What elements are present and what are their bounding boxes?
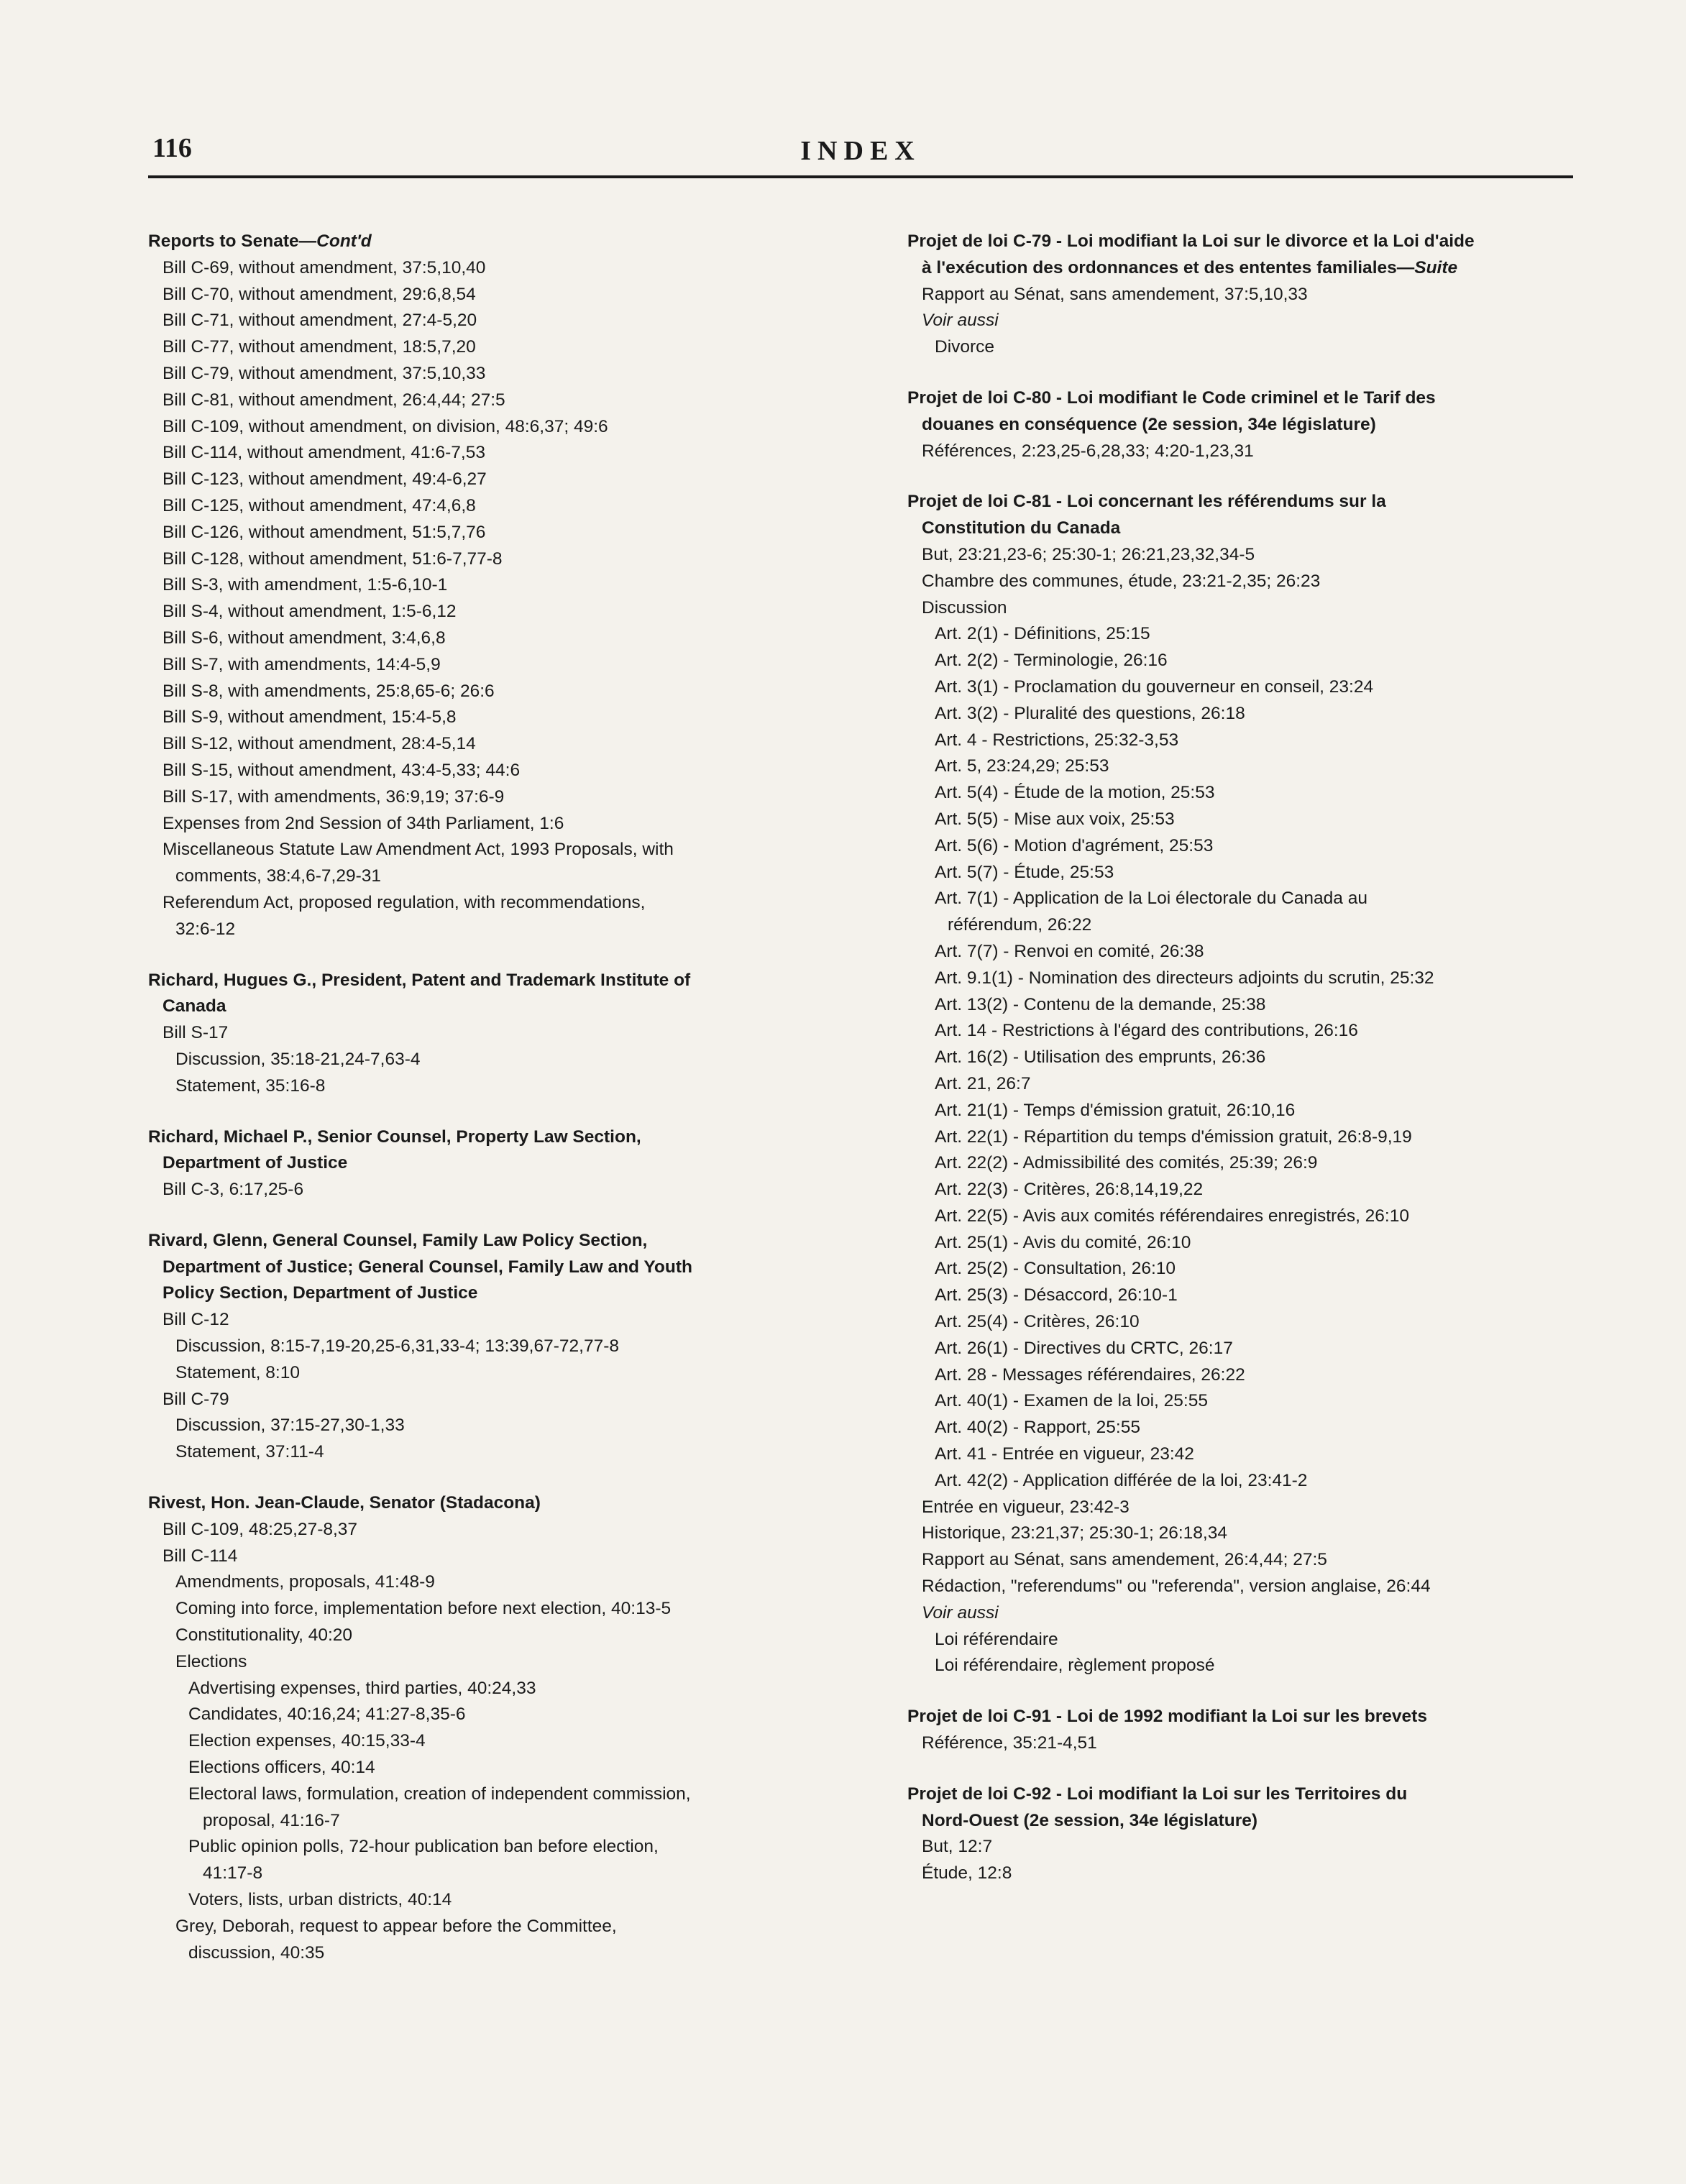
index-entry xyxy=(148,1254,838,1281)
entry-text: Art. 22(3) - Critères, 26:8,14,19,22 xyxy=(935,1180,1204,1200)
index-entry xyxy=(148,1517,838,1543)
index-entry xyxy=(148,493,838,520)
index-entry xyxy=(907,701,1554,728)
index-entry xyxy=(907,1547,1554,1574)
entry-text: Election expenses, 40:15,33-4 xyxy=(188,1731,426,1751)
entry-text: Bill C-126, without amendment, 51:5,7,76 xyxy=(162,522,486,542)
entry-text: Public opinion polls, 72-hour publication ban before election, xyxy=(188,1837,659,1857)
entry-text: Art. 5(5) - Mise aux voix, 25:53 xyxy=(935,809,1175,829)
entry-text: But, 12:7 xyxy=(922,1837,993,1857)
index-entry xyxy=(907,1520,1554,1547)
index-heading xyxy=(148,229,838,255)
entry-text: Miscellaneous Statute Law Amendment Act, 1993 Proposals, with xyxy=(162,840,674,860)
index-entry xyxy=(148,255,838,282)
entry-text: Bill S-8, with amendments, 25:8,65-6; 26:6 xyxy=(162,681,495,701)
entry-text: Discussion, 37:15-27,30-1,33 xyxy=(175,1416,405,1436)
index-entry xyxy=(148,1649,838,1676)
entry-text: Art. 28 - Messages référendaires, 26:22 xyxy=(935,1364,1245,1385)
index-entry xyxy=(907,412,1554,439)
entry-text: Voir aussi xyxy=(922,311,999,331)
index-entry xyxy=(907,780,1554,807)
index-entry xyxy=(907,1808,1554,1835)
entry-text: Department of Justice xyxy=(162,1153,348,1173)
entry-text: Rivard, Glenn, General Counsel, Family Law Policy Section, xyxy=(148,1230,648,1250)
index-heading xyxy=(907,1704,1554,1730)
index-heading xyxy=(907,489,1554,515)
index-entry xyxy=(148,705,838,731)
entry-text: Art. 2(2) - Terminologie, 26:16 xyxy=(935,651,1168,671)
index-entry xyxy=(148,520,838,546)
index-entry xyxy=(907,1441,1554,1468)
index-entry xyxy=(148,1781,838,1808)
entry-text: Art. 5(6) - Motion d'agrément, 25:53 xyxy=(935,835,1214,855)
index-entry xyxy=(907,1362,1554,1389)
index-heading xyxy=(907,385,1554,412)
entry-text: Projet de loi C-91 - Loi de 1992 modifiant la Loi sur les brevets xyxy=(907,1707,1427,1727)
entry-text: Electoral laws, formulation, creation of independent commission, xyxy=(188,1784,691,1804)
index-entry xyxy=(148,758,838,784)
entry-text: proposal, 41:16-7 xyxy=(203,1810,340,1830)
entry-text: Voters, lists, urban districts, 40:14 xyxy=(188,1890,452,1910)
entry-text: Bill C-77, without amendment, 18:5,7,20 xyxy=(162,337,476,357)
index-entry xyxy=(148,1177,838,1203)
index-entry xyxy=(907,255,1554,282)
index-entry xyxy=(148,1387,838,1413)
entry-text: Art. 25(1) - Avis du comité, 26:10 xyxy=(935,1232,1191,1252)
entry-text: Richard, Michael P., Senior Counsel, Property Law Section, xyxy=(148,1127,641,1147)
entry-text: Grey, Deborah, request to appear before the Committee, xyxy=(175,1916,617,1936)
index-heading xyxy=(148,1490,838,1517)
entry-text: Bill S-3, with amendment, 1:5-6,10-1 xyxy=(162,575,448,595)
index-entry xyxy=(148,361,838,387)
index-entry xyxy=(907,1860,1554,1887)
index-entry xyxy=(148,1834,838,1860)
entry-text: Bill C-125, without amendment, 47:4,6,8 xyxy=(162,495,476,515)
index-heading xyxy=(148,968,838,994)
index-heading xyxy=(907,1781,1554,1808)
index-entry xyxy=(148,1047,838,1073)
index-entry xyxy=(148,652,838,679)
index-entry xyxy=(148,546,838,573)
entry-text: Bill C-70, without amendment, 29:6,8,54 xyxy=(162,284,476,304)
entry-text: Rédaction, "referendums" ou "referenda", version anglaise, 26:44 xyxy=(922,1577,1431,1597)
index-entry xyxy=(148,1543,838,1570)
index-entry xyxy=(907,833,1554,860)
entry-text: Art. 16(2) - Utilisation des emprunts, 26:36 xyxy=(935,1047,1266,1068)
index-heading xyxy=(907,229,1554,255)
index-heading xyxy=(148,1228,838,1254)
index-entry xyxy=(907,1495,1554,1521)
index-column-right xyxy=(907,229,1554,1887)
index-entry xyxy=(907,439,1554,465)
continued-label: Cont'd xyxy=(316,231,372,251)
entry-spacer xyxy=(148,1203,838,1228)
entry-text: Art. 40(2) - Rapport, 25:55 xyxy=(935,1418,1140,1438)
entry-text: Bill C-71, without amendment, 27:4-5,20 xyxy=(162,311,477,331)
index-entry xyxy=(148,784,838,811)
entry-text: Discussion xyxy=(922,597,1007,618)
index-entry xyxy=(907,1071,1554,1098)
entry-text: à l'exécution des ordonnances et des ententes familiales— xyxy=(922,257,1415,277)
entry-text: Bill C-79, without amendment, 37:5,10,33 xyxy=(162,363,486,383)
index-entry xyxy=(907,1468,1554,1495)
entry-text: Discussion, 8:15-7,19-20,25-6,31,33-4; 13:39,67-72,77-8 xyxy=(175,1336,619,1357)
index-entry xyxy=(148,1334,838,1360)
index-entry xyxy=(907,912,1554,939)
continued-label: Suite xyxy=(1414,257,1458,277)
index-entry xyxy=(148,308,838,334)
entry-text: Referendum Act, proposed regulation, with recommendations, xyxy=(162,892,646,912)
index-entry xyxy=(907,1730,1554,1757)
index-column-left xyxy=(148,229,838,1966)
index-entry xyxy=(148,334,838,361)
entry-text: Art. 40(1) - Examen de la loi, 25:55 xyxy=(935,1391,1208,1411)
entry-text: Art. 3(1) - Proclamation du gouverneur en conseil, 23:24 xyxy=(935,676,1374,697)
index-entry xyxy=(907,728,1554,754)
entry-text: Art. 22(2) - Admissibilité des comités, 25:39; 26:9 xyxy=(935,1153,1318,1173)
entry-text: Art. 5(4) - Étude de la motion, 25:53 xyxy=(935,783,1215,803)
entry-text: Bill S-12, without amendment, 28:4-5,14 xyxy=(162,734,476,754)
index-entry xyxy=(148,1940,838,1967)
entry-text: Loi référendaire xyxy=(935,1629,1058,1649)
entry-text: Rapport au Sénat, sans amendement, 37:5,10,33 xyxy=(922,284,1308,304)
entry-text: Chambre des communes, étude, 23:21-2,35; 26:23 xyxy=(922,571,1321,591)
index-entry xyxy=(907,1098,1554,1124)
entry-text: Projet de loi C-80 - Loi modifiant le Code criminel et le Tarif des xyxy=(907,387,1436,408)
index-entry xyxy=(907,1177,1554,1203)
entry-text: Bill S-6, without amendment, 3:4,6,8 xyxy=(162,628,446,648)
entry-text: Bill C-69, without amendment, 37:5,10,40 xyxy=(162,257,486,277)
entry-text: Candidates, 40:16,24; 41:27-8,35-6 xyxy=(188,1704,466,1725)
entry-text: Voir aussi xyxy=(922,1602,999,1623)
index-entry xyxy=(907,753,1554,780)
index-entry xyxy=(907,674,1554,701)
index-entry xyxy=(907,334,1554,361)
entry-text: Art. 14 - Restrictions à l'égard des contributions, 26:16 xyxy=(935,1021,1358,1041)
index-entry xyxy=(148,1914,838,1940)
index-entry xyxy=(907,1574,1554,1600)
entry-text: Art. 21(1) - Temps d'émission gratuit, 26:10,16 xyxy=(935,1100,1296,1120)
index-entry xyxy=(148,1676,838,1702)
index-entry xyxy=(907,965,1554,992)
entry-text: Bill C-79 xyxy=(162,1389,229,1409)
entry-text: Department of Justice; General Counsel, Family Law and Youth xyxy=(162,1257,692,1277)
entry-text: Policy Section, Department of Justice xyxy=(162,1283,478,1303)
index-entry xyxy=(907,1283,1554,1309)
entry-text: Discussion, 35:18-21,24-7,63-4 xyxy=(175,1049,421,1069)
index-entry xyxy=(148,1860,838,1887)
index-entry xyxy=(148,1413,838,1439)
index-entry xyxy=(148,837,838,863)
entry-text: But, 23:21,23-6; 25:30-1; 26:21,23,32,34-5 xyxy=(922,544,1255,564)
index-entry xyxy=(907,992,1554,1019)
entry-text: Art. 5(7) - Étude, 25:53 xyxy=(935,862,1114,882)
entry-text: Art. 2(1) - Définitions, 25:15 xyxy=(935,624,1150,644)
index-entry xyxy=(907,648,1554,674)
index-entry xyxy=(907,542,1554,569)
entry-text: Bill S-9, without amendment, 15:4-5,8 xyxy=(162,707,457,728)
entry-text: Bill S-17, with amendments, 36:9,19; 37:6-9 xyxy=(162,786,505,807)
entry-text: Elections officers, 40:14 xyxy=(188,1758,375,1778)
entry-text: Bill C-109, without amendment, on division, 48:6,37; 49:6 xyxy=(162,416,608,436)
index-entry xyxy=(148,1728,838,1755)
entry-text: Art. 22(5) - Avis aux comités référendaires enregistrés, 26:10 xyxy=(935,1206,1409,1226)
index-entry xyxy=(148,1569,838,1596)
index-entry xyxy=(148,731,838,758)
index-entry xyxy=(907,1124,1554,1151)
index-entry xyxy=(148,572,838,599)
entry-text: Constitution du Canada xyxy=(922,518,1121,538)
index-entry xyxy=(148,467,838,493)
entry-text: Art. 41 - Entrée en vigueur, 23:42 xyxy=(935,1444,1194,1464)
index-entry xyxy=(907,860,1554,886)
entry-text: Amendments, proposals, 41:48-9 xyxy=(175,1572,435,1592)
index-entry xyxy=(148,1887,838,1914)
entry-text: Bill S-15, without amendment, 43:4-5,33; 44:6 xyxy=(162,760,521,780)
entry-text: Bill C-123, without amendment, 49:4-6,27 xyxy=(162,469,487,490)
index-entry xyxy=(907,1230,1554,1257)
index-entry xyxy=(907,308,1554,334)
entry-text: Elections xyxy=(175,1651,247,1671)
entry-text: douanes en conséquence (2e session, 34e législature) xyxy=(922,414,1376,434)
entry-spacer xyxy=(907,464,1554,489)
entry-text: Bill S-4, without amendment, 1:5-6,12 xyxy=(162,602,457,622)
entry-text: Bill C-12 xyxy=(162,1310,229,1330)
index-entry xyxy=(148,890,838,917)
entry-text: Reports to Senate— xyxy=(148,231,317,251)
entry-text: référendum, 26:22 xyxy=(948,915,1092,935)
entry-text: Statement, 37:11-4 xyxy=(175,1442,324,1462)
entry-spacer xyxy=(907,361,1554,385)
entry-text: Art. 25(4) - Critères, 26:10 xyxy=(935,1312,1140,1332)
index-entry xyxy=(907,595,1554,622)
index-entry xyxy=(148,811,838,838)
entry-text: discussion, 40:35 xyxy=(188,1942,325,1963)
index-entry xyxy=(148,1020,838,1047)
entry-spacer xyxy=(148,1100,838,1124)
entry-text: Référence, 35:21-4,51 xyxy=(922,1733,1097,1753)
entry-text: Bill C-109, 48:25,27-8,37 xyxy=(162,1519,358,1539)
entry-text: comments, 38:4,6-7,29-31 xyxy=(175,866,381,886)
entry-text: Art. 13(2) - Contenu de la demande, 25:38 xyxy=(935,994,1266,1014)
index-entry xyxy=(148,625,838,652)
index-entry xyxy=(148,1073,838,1100)
entry-text: Canada xyxy=(162,996,226,1017)
index-entry xyxy=(148,599,838,625)
index-entry xyxy=(907,1018,1554,1045)
entry-text: Coming into force, implementation before next election, 40:13-5 xyxy=(175,1599,672,1619)
entry-spacer xyxy=(907,1757,1554,1781)
entry-text: Art. 7(1) - Application de la Loi électorale du Canada au xyxy=(935,889,1367,909)
index-entry xyxy=(907,1045,1554,1071)
entry-text: Nord-Ouest (2e session, 34e législature) xyxy=(922,1810,1258,1830)
entry-text: Projet de loi C-79 - Loi modifiant la Loi sur le divorce et la Loi d'aide xyxy=(907,231,1475,251)
entry-text: Entrée en vigueur, 23:42-3 xyxy=(922,1497,1130,1517)
entry-text: Bill C-81, without amendment, 26:4,44; 27:5 xyxy=(162,390,505,410)
entry-text: Art. 22(1) - Répartition du temps d'émission gratuit, 26:8-9,19 xyxy=(935,1127,1412,1147)
entry-text: Références, 2:23,25-6,28,33; 4:20-1,23,31 xyxy=(922,441,1254,461)
entry-text: Bill C-114 xyxy=(162,1546,238,1566)
entry-text: Projet de loi C-81 - Loi concernant les référendums sur la xyxy=(907,492,1386,512)
index-entry xyxy=(148,1808,838,1835)
index-entry xyxy=(148,994,838,1020)
entry-text: Historique, 23:21,37; 25:30-1; 26:18,34 xyxy=(922,1523,1227,1543)
entry-text: Art. 42(2) - Application différée de la loi, 23:41-2 xyxy=(935,1470,1308,1490)
index-entry xyxy=(907,1336,1554,1362)
entry-spacer xyxy=(148,943,838,968)
index-entry xyxy=(907,1627,1554,1653)
entry-text: Art. 9.1(1) - Nomination des directeurs adjoints du scrutin, 25:32 xyxy=(935,968,1434,988)
page-title: INDEX xyxy=(800,136,921,166)
entry-text: Rapport au Sénat, sans amendement, 26:4,44; 27:5 xyxy=(922,1550,1327,1570)
entry-text: Constitutionality, 40:20 xyxy=(175,1625,353,1646)
entry-text: Art. 5, 23:24,29; 25:53 xyxy=(935,756,1109,776)
index-entry xyxy=(907,807,1554,833)
index-heading xyxy=(148,1124,838,1151)
index-entry xyxy=(907,1415,1554,1441)
entry-text: Art. 3(2) - Pluralité des questions, 26:18 xyxy=(935,703,1245,723)
entry-text: Projet de loi C-92 - Loi modifiant la Loi sur les Territoires du xyxy=(907,1784,1408,1804)
index-entry xyxy=(907,1834,1554,1860)
index-entry xyxy=(148,1360,838,1387)
index-entry xyxy=(907,1309,1554,1336)
index-entry xyxy=(148,917,838,943)
entry-text: Art. 25(3) - Désaccord, 26:10-1 xyxy=(935,1285,1178,1306)
entry-text: Bill C-128, without amendment, 51:6-7,77-8 xyxy=(162,549,503,569)
entry-text: Art. 21, 26:7 xyxy=(935,1073,1031,1093)
index-entry xyxy=(148,414,838,441)
entry-text: Bill C-114, without amendment, 41:6-7,53 xyxy=(162,443,485,463)
index-entry xyxy=(148,1280,838,1307)
entry-text: Art. 26(1) - Directives du CRTC, 26:17 xyxy=(935,1338,1233,1358)
entry-text: Bill S-7, with amendments, 14:4-5,9 xyxy=(162,654,441,674)
index-entry xyxy=(907,1203,1554,1230)
entry-text: Statement, 35:16-8 xyxy=(175,1075,326,1096)
index-entry xyxy=(148,440,838,467)
entry-text: Bill S-17 xyxy=(162,1023,229,1043)
index-entry xyxy=(907,886,1554,912)
index-entry xyxy=(907,282,1554,308)
page-number: 116 xyxy=(152,133,192,163)
entry-text: Bill C-3, 6:17,25-6 xyxy=(162,1180,304,1200)
index-entry xyxy=(148,1623,838,1649)
index-entry xyxy=(148,1596,838,1623)
index-entry xyxy=(907,569,1554,595)
index-entry xyxy=(148,1150,838,1177)
entry-text: 41:17-8 xyxy=(203,1863,263,1884)
index-entry xyxy=(148,863,838,890)
index-entry xyxy=(148,679,838,705)
index-entry xyxy=(907,939,1554,965)
entry-text: Loi référendaire, règlement proposé xyxy=(935,1656,1215,1676)
index-entry xyxy=(907,1388,1554,1415)
index-entry xyxy=(148,1755,838,1781)
page-header xyxy=(148,132,1573,178)
index-entry xyxy=(907,1653,1554,1679)
entry-text: Divorce xyxy=(935,337,995,357)
entry-text: Art. 25(2) - Consultation, 26:10 xyxy=(935,1259,1176,1279)
index-entry xyxy=(907,1150,1554,1177)
entry-text: Art. 7(7) - Renvoi en comité, 26:38 xyxy=(935,941,1204,961)
index-entry xyxy=(907,621,1554,648)
index-entry xyxy=(148,1439,838,1466)
entry-text: Étude, 12:8 xyxy=(922,1863,1012,1884)
index-entry xyxy=(148,282,838,308)
index-entry xyxy=(907,1256,1554,1283)
index-entry xyxy=(148,387,838,414)
entry-text: Advertising expenses, third parties, 40:24,33 xyxy=(188,1678,536,1698)
index-entry xyxy=(148,1307,838,1334)
index-entry xyxy=(907,1600,1554,1627)
entry-text: Richard, Hugues G., President, Patent and Trademark Institute of xyxy=(148,970,691,990)
entry-text: Expenses from 2nd Session of 34th Parliament, 1:6 xyxy=(162,813,564,833)
entry-spacer xyxy=(907,1679,1554,1704)
index-entry xyxy=(907,515,1554,542)
index-entry xyxy=(148,1702,838,1728)
entry-text: 32:6-12 xyxy=(175,919,236,939)
entry-text: Art. 4 - Restrictions, 25:32-3,53 xyxy=(935,730,1179,750)
entry-spacer xyxy=(148,1466,838,1490)
entry-text: Rivest, Hon. Jean-Claude, Senator (Stadacona) xyxy=(148,1493,541,1513)
entry-text: Statement, 8:10 xyxy=(175,1362,300,1382)
